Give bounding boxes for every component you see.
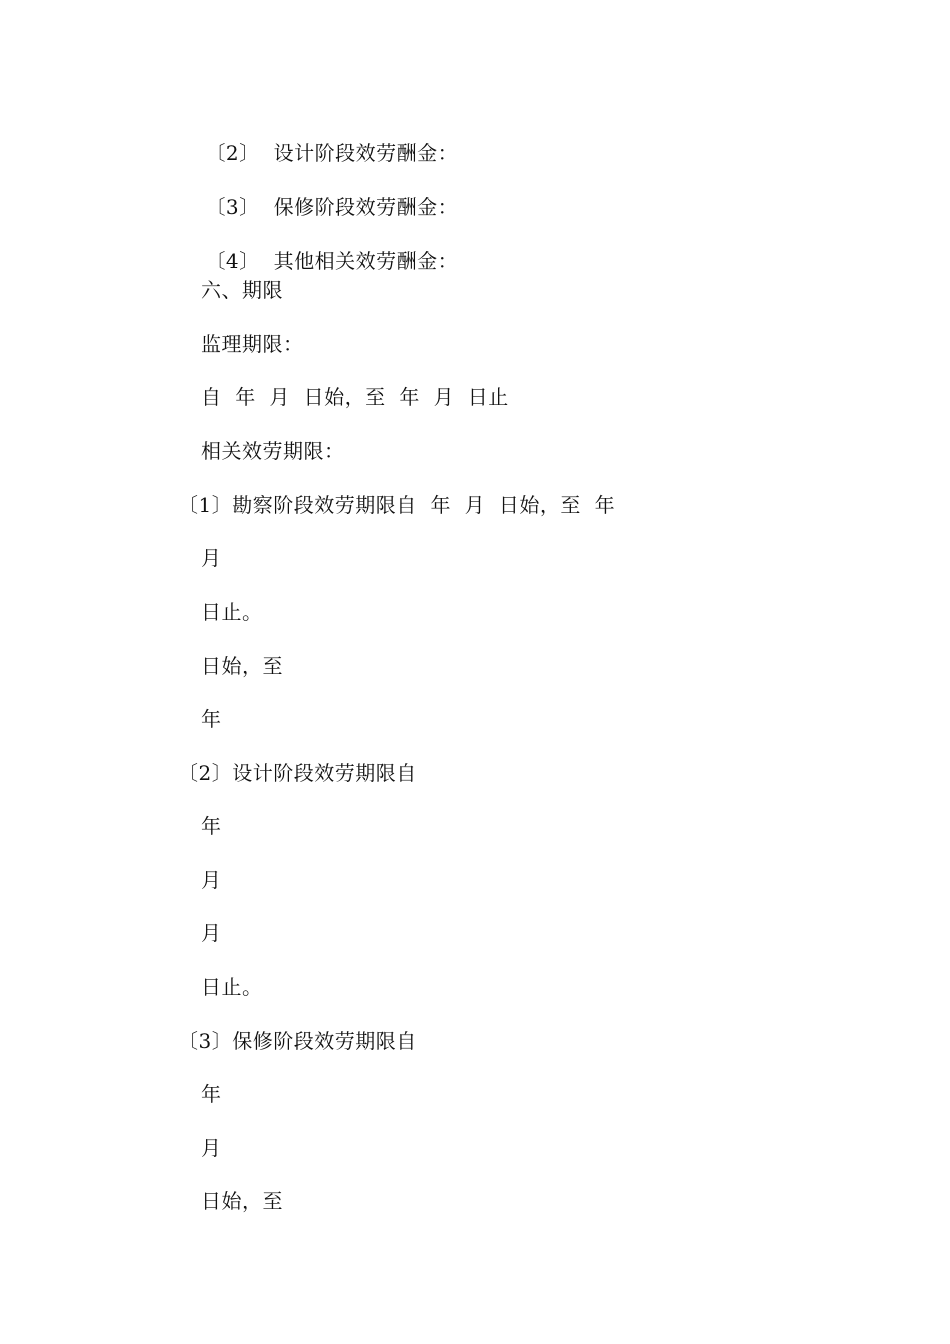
item-text: 设计阶段效劳酬金： xyxy=(273,141,459,165)
text-line: 年 xyxy=(201,707,222,731)
text-line: 月 xyxy=(201,921,222,945)
warranty-period-line: 〔3〕保修阶段效劳期限自 xyxy=(178,1029,417,1053)
text-line: 日止。 xyxy=(201,600,263,624)
text-line: 月 xyxy=(201,868,222,892)
related-service-period-label: 相关效劳期限： xyxy=(201,439,345,463)
text-line: 月 xyxy=(201,546,222,570)
supervision-period-dates: 自 年 月 日始，至 年 月 日止 xyxy=(201,385,509,409)
text-line: 日止。 xyxy=(201,975,263,999)
item-number: 〔3〕 xyxy=(205,195,260,219)
supervision-period-label: 监理期限： xyxy=(201,332,304,356)
item-text: 其他相关效劳酬金： xyxy=(273,249,459,273)
text-line: 日始，至 xyxy=(201,654,283,678)
item-number: 〔4〕 xyxy=(205,249,260,273)
item-number: 〔2〕 xyxy=(205,141,260,165)
section-heading: 六、期限 xyxy=(201,278,283,302)
survey-period-line: 〔1〕勘察阶段效劳期限自 年 月 日始，至 年 xyxy=(178,493,616,517)
text-line: 年 xyxy=(201,814,222,838)
text-line: 年 xyxy=(201,1082,222,1106)
item-text: 保修阶段效劳酬金： xyxy=(273,195,459,219)
text-line: 月 xyxy=(201,1136,222,1160)
design-period-line: 〔2〕设计阶段效劳期限自 xyxy=(178,761,417,785)
text-line: 日始，至 xyxy=(201,1189,283,1213)
